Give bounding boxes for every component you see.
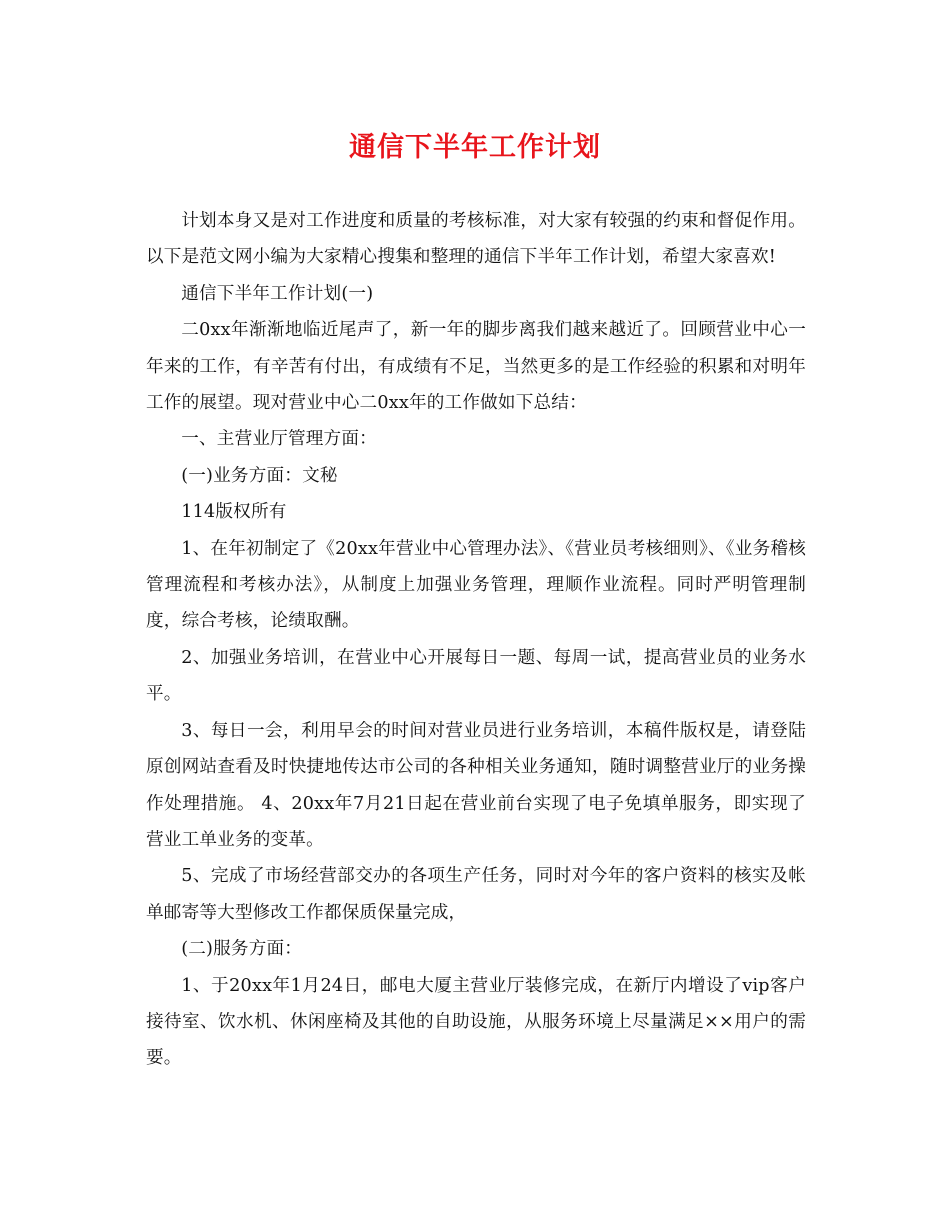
paragraph-business-heading: (一)业务方面：文秘 xyxy=(181,465,338,486)
paragraph-service-heading: (二)服务方面： xyxy=(181,939,303,960)
paragraph-service-item-1: 1、于20xx年1月24日，邮电大厦主营业厅装修完成，在新厅内增设了vip客户接待室、饮水机、休闲座椅及其他的自助设施，从服务环境上尽量满足××用户的需要。 xyxy=(146,975,806,1069)
paragraph-copyright: 114版权所有 xyxy=(181,502,287,523)
paragraph-main-hall-heading: 一、主营业厅管理方面： xyxy=(181,429,377,450)
paragraph-review: 二0xx年渐渐地临近尾声了，新一年的脚步离我们越来越近了。回顾营业中心一年来的工作，有辛苦有付出，有成绩有不足，当然更多的是工作经验的积累和对明年工作的展望。现对营业中心二0xx年的工作做如下总结： xyxy=(146,320,806,414)
paragraph-intro: 计划本身又是对工作进度和质量的考核标准，对大家有较强的约束和督促作用。以下是范文网小编为大家精心搜集和整理的通信下半年工作计划，希望大家喜欢! xyxy=(146,211,806,268)
paragraph-item-2: 2、加强业务培训，在营业中心开展每日一题、每周一试，提高营业员的业务水平。 xyxy=(146,647,806,705)
paragraph-section-heading: 通信下半年工作计划(一) xyxy=(181,283,374,304)
document-title: 通信下半年工作计划 xyxy=(349,132,601,163)
paragraph-item-1: 1、在年初制定了《20xx年营业中心管理办法》、《营业员考核细则》、《业务稽核管理流程和考核办法》，从制度上加强业务管理，理顺作业流程。同时严明管理制度，综合考核，论绩取酬。 xyxy=(146,538,806,632)
paragraph-item-5: 5、完成了市场经营部交办的各项生产任务，同时对今年的客户资料的核实及帐单邮寄等大型修改工作都保质保量完成， xyxy=(146,866,806,923)
document-body xyxy=(146,203,806,1077)
paragraph-item-3-4: 3、每日一会，利用早会的时间对营业员进行业务培训，本稿件版权是，请登陆原创网站查看及时快捷地传达市公司的各种相关业务通知，随时调整营业厅的业务操作处理措施。 4、20xx年7月21日起在营业前台实现了电子免填单服务，即实现了营业工单业务的变革。 xyxy=(146,720,806,850)
